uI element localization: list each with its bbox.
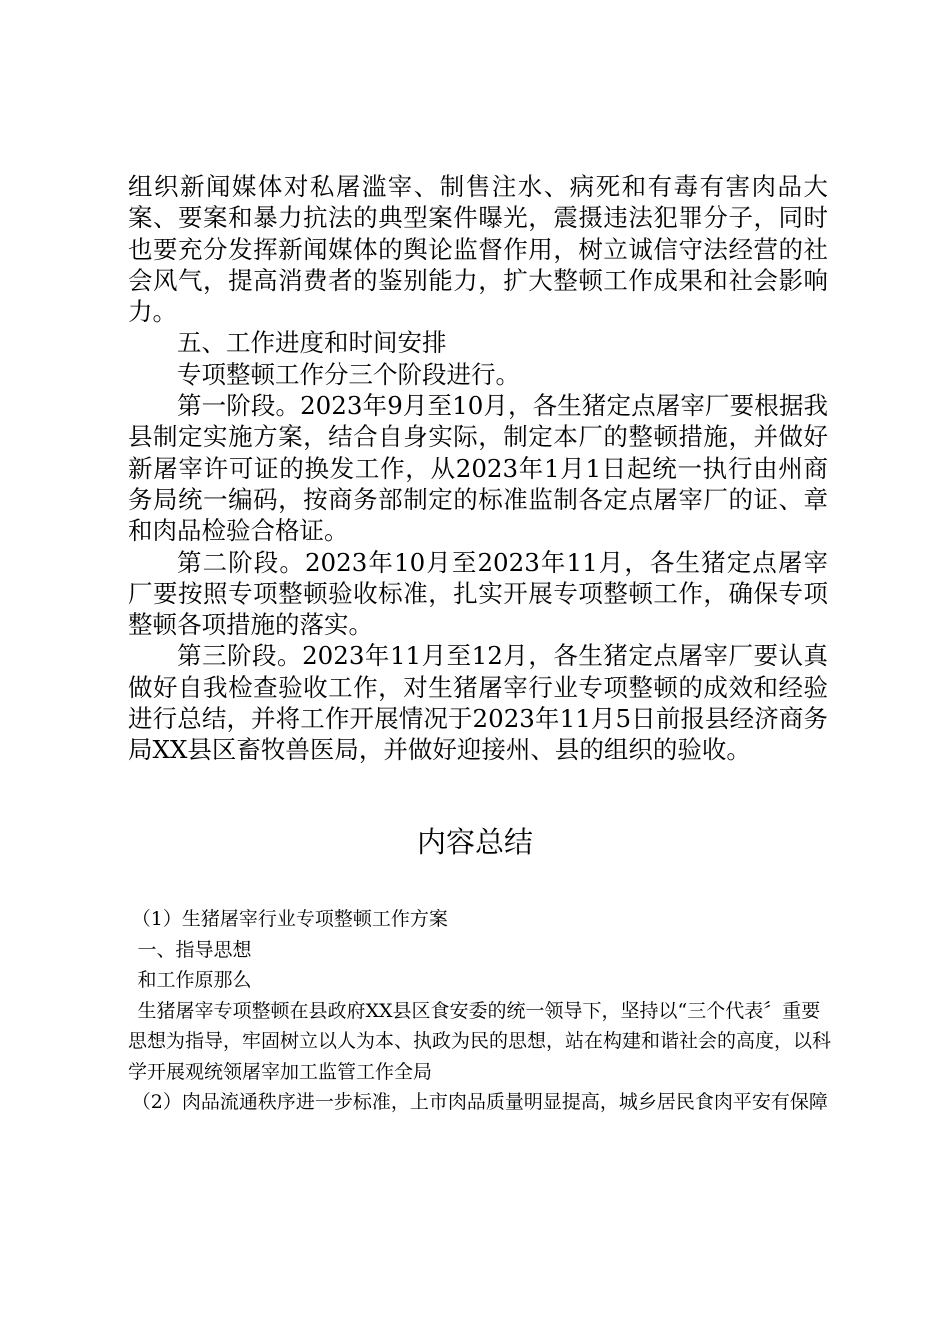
body-text <box>128 171 828 766</box>
body-paragraph: 第二阶段。2023年10月至2023年11月，各生猪定点屠宰厂要按照专项整顿验收标准，扎实开展专项整顿工作，确保专项整顿各项措施的落实。 <box>128 547 828 640</box>
body-paragraph: 第三阶段。2023年11月至12月，各生猪定点屠宰厂要认真做好自我检查验收工作，对生猪屠宰行业专项整顿的成效和经验进行总结，并将工作开展情况于2023年11月5日前报县经济商务局XX县区畜牧兽医局，并做好迎接州、县的组织的验收。 <box>128 641 828 765</box>
body-paragraph: 专项整顿工作分三个阶段进行。 <box>177 359 520 389</box>
body-paragraph: 第一阶段。2023年9月至10月，各生猪定点屠宰厂要根据我县制定实施方案，结合自身实际，制定本厂的整顿措施，并做好新屠宰许可证的换发工作，从2023年1月1日起统一执行由州商务局统一编码，按商务部制定的标准监制各定点屠宰厂的证、章和肉品检验合格证。 <box>128 391 828 546</box>
summary-line: （2）肉品流通秩序进一步标准，上市肉品质量明显提高，城乡居民食肉平安有保障 <box>131 1091 828 1113</box>
summary-line: （1）生猪屠宰行业专项整顿工作方案 <box>131 908 448 930</box>
summary-line: 生猪屠宰专项整顿在县政府XX县区食安委的统一领导下，坚持以“三个代表〞重要思想为指导，牢固树立以人为本、执政为民的思想，站在构建和谐社会的高度，以科学开展观统领屠宰加工监管工作全局 <box>128 999 832 1083</box>
summary-line: 和工作原那么 <box>137 969 252 991</box>
section-heading: 五、工作进度和时间安排 <box>177 328 447 358</box>
summary-text <box>128 904 834 1118</box>
summary-line: 一、指导思想 <box>137 938 252 961</box>
summary-title: 内容总结 <box>416 825 533 859</box>
body-paragraph: 组织新闻媒体对私屠滥宰、制售注水、病死和有毒有害肉品大案、要案和暴力抗法的典型案件曝光，震摄违法犯罪分子，同时也要充分发挥新闻媒体的舆论监督作用，树立诚信守法经营的社会风气，提高消费者的鉴别能力，扩大整顿工作成果和社会影响力。 <box>128 172 828 327</box>
